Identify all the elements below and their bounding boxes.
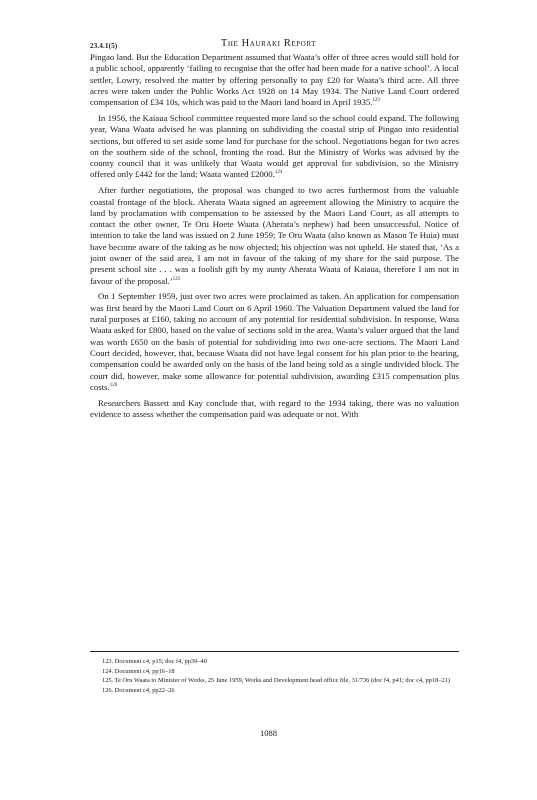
paragraph bbox=[90, 291, 459, 393]
body-text bbox=[90, 52, 459, 425]
section-number: 23.4.1(5) bbox=[90, 42, 118, 50]
footnote-ref: 125 bbox=[172, 276, 181, 282]
paragraph-text: Pingao land. But the Education Department assumed that Waata’s offer of three acres would still hold for a public school, apparently ‘failing to recognise that the offer had been made for a native school’. A local settler, Lowry, resolved the matter by offering personally to pay £20 for Waata’s third acre. All three acres were taken under the Public Works Act 1928 on 14 May 1934. The Native Land Court ordered compensation of £34 10s, which was paid to the Maori land board in April 1935. bbox=[90, 52, 459, 108]
paragraph-text: On 1 September 1959, just over two acres were proclaimed as taken. An application for compensation was first heard by the Maori Land Court on 6 April 1960. The Valuation Department valued the land for rural purposes at £160, taking no account of any potential for residential subdivision. In response, Wana Waata asked for £800, based on the value of sections sold in the area. Waata’s valuer argued that the land was worth £650 on the basis of potential for subdividing into two one-acre sections. The Maori Land Court decided, however, that, because Waata did not have legal consent for his plan prior to the hearing, compensation could be awarded only on the basis of the land being sold as a single undivided block. The court did, however, make some allowance for potential subdivision, awarding £315 compensation plus costs. bbox=[90, 291, 459, 392]
paragraph bbox=[90, 185, 459, 287]
paragraph-text: In 1956, the Kaiaua School committee requested more land so the school could expand. The following year, Wana Waata advised he was planning on subdividing the coastal strip of Pingao into residential sections, but offered to set aside some land for purchase for the school. Negotiations began for two acres on the southern side of the school, fronting the road. But the Ministry of Works was advised by the county council that it was unlikely that Waata would get approval for subdivision, so the Ministry offered only £442 for the land; Waata wanted £2000. bbox=[90, 112, 459, 180]
footnotes bbox=[90, 658, 459, 696]
footnote-divider bbox=[90, 651, 459, 652]
paragraph bbox=[90, 398, 459, 421]
paragraph-text: Researchers Bassett and Kay conclude that, with regard to the 1934 taking, there was no valuation evidence to assess whether the compensation paid was adequate or not. With bbox=[90, 397, 459, 419]
footnote: 124. Document c4, pp16–18 bbox=[102, 667, 175, 675]
footnote: 126. Document c4, pp22–26 bbox=[102, 686, 175, 694]
paragraph-text: After further negotiations, the proposal was changed to two acres furthermost from the valuable coastal frontage of the block. Aherata Waata signed an agreement allowing the Ministry to acquire the land by proclamation with compensation to be assessed by the Maori Land Court, as all attempts to contact the other owner, Te Oru Hoete Waata (Aherata’s nephew) had been unsuccessful. Notice of intention to take the land was issued on 2 June 1959; Te Oru Waata (also known as Mason Te Huia) must have become aware of the taking as he now objected; his objection was not upheld. He stated that, ‘As a joint owner of the said area, I am not in favour of the taking of my share for the said purpose. The present school site . . . was a foolish gift by my aunty Aherata Waata of Kaiaua, therefore I am not in favour of the proposal.’ bbox=[90, 185, 459, 286]
page-number: 1088 bbox=[260, 728, 277, 738]
paragraph bbox=[90, 52, 459, 108]
footnote: 123. Document c4, p15; doc f4, pp39–40 bbox=[102, 658, 207, 665]
footnote-ref: 124 bbox=[274, 170, 283, 176]
paragraph bbox=[90, 113, 459, 181]
running-title: The Hauraki Report bbox=[220, 38, 317, 49]
footnote: 125. Te Oru Waata to Minister of Works, 25 June 1959, Works and Development head office file, 31/736 (doc f4, p41; doc c4, pp18–21) bbox=[102, 677, 450, 685]
footnote-ref: 126 bbox=[109, 382, 118, 388]
footnote-ref: 123 bbox=[372, 98, 380, 104]
